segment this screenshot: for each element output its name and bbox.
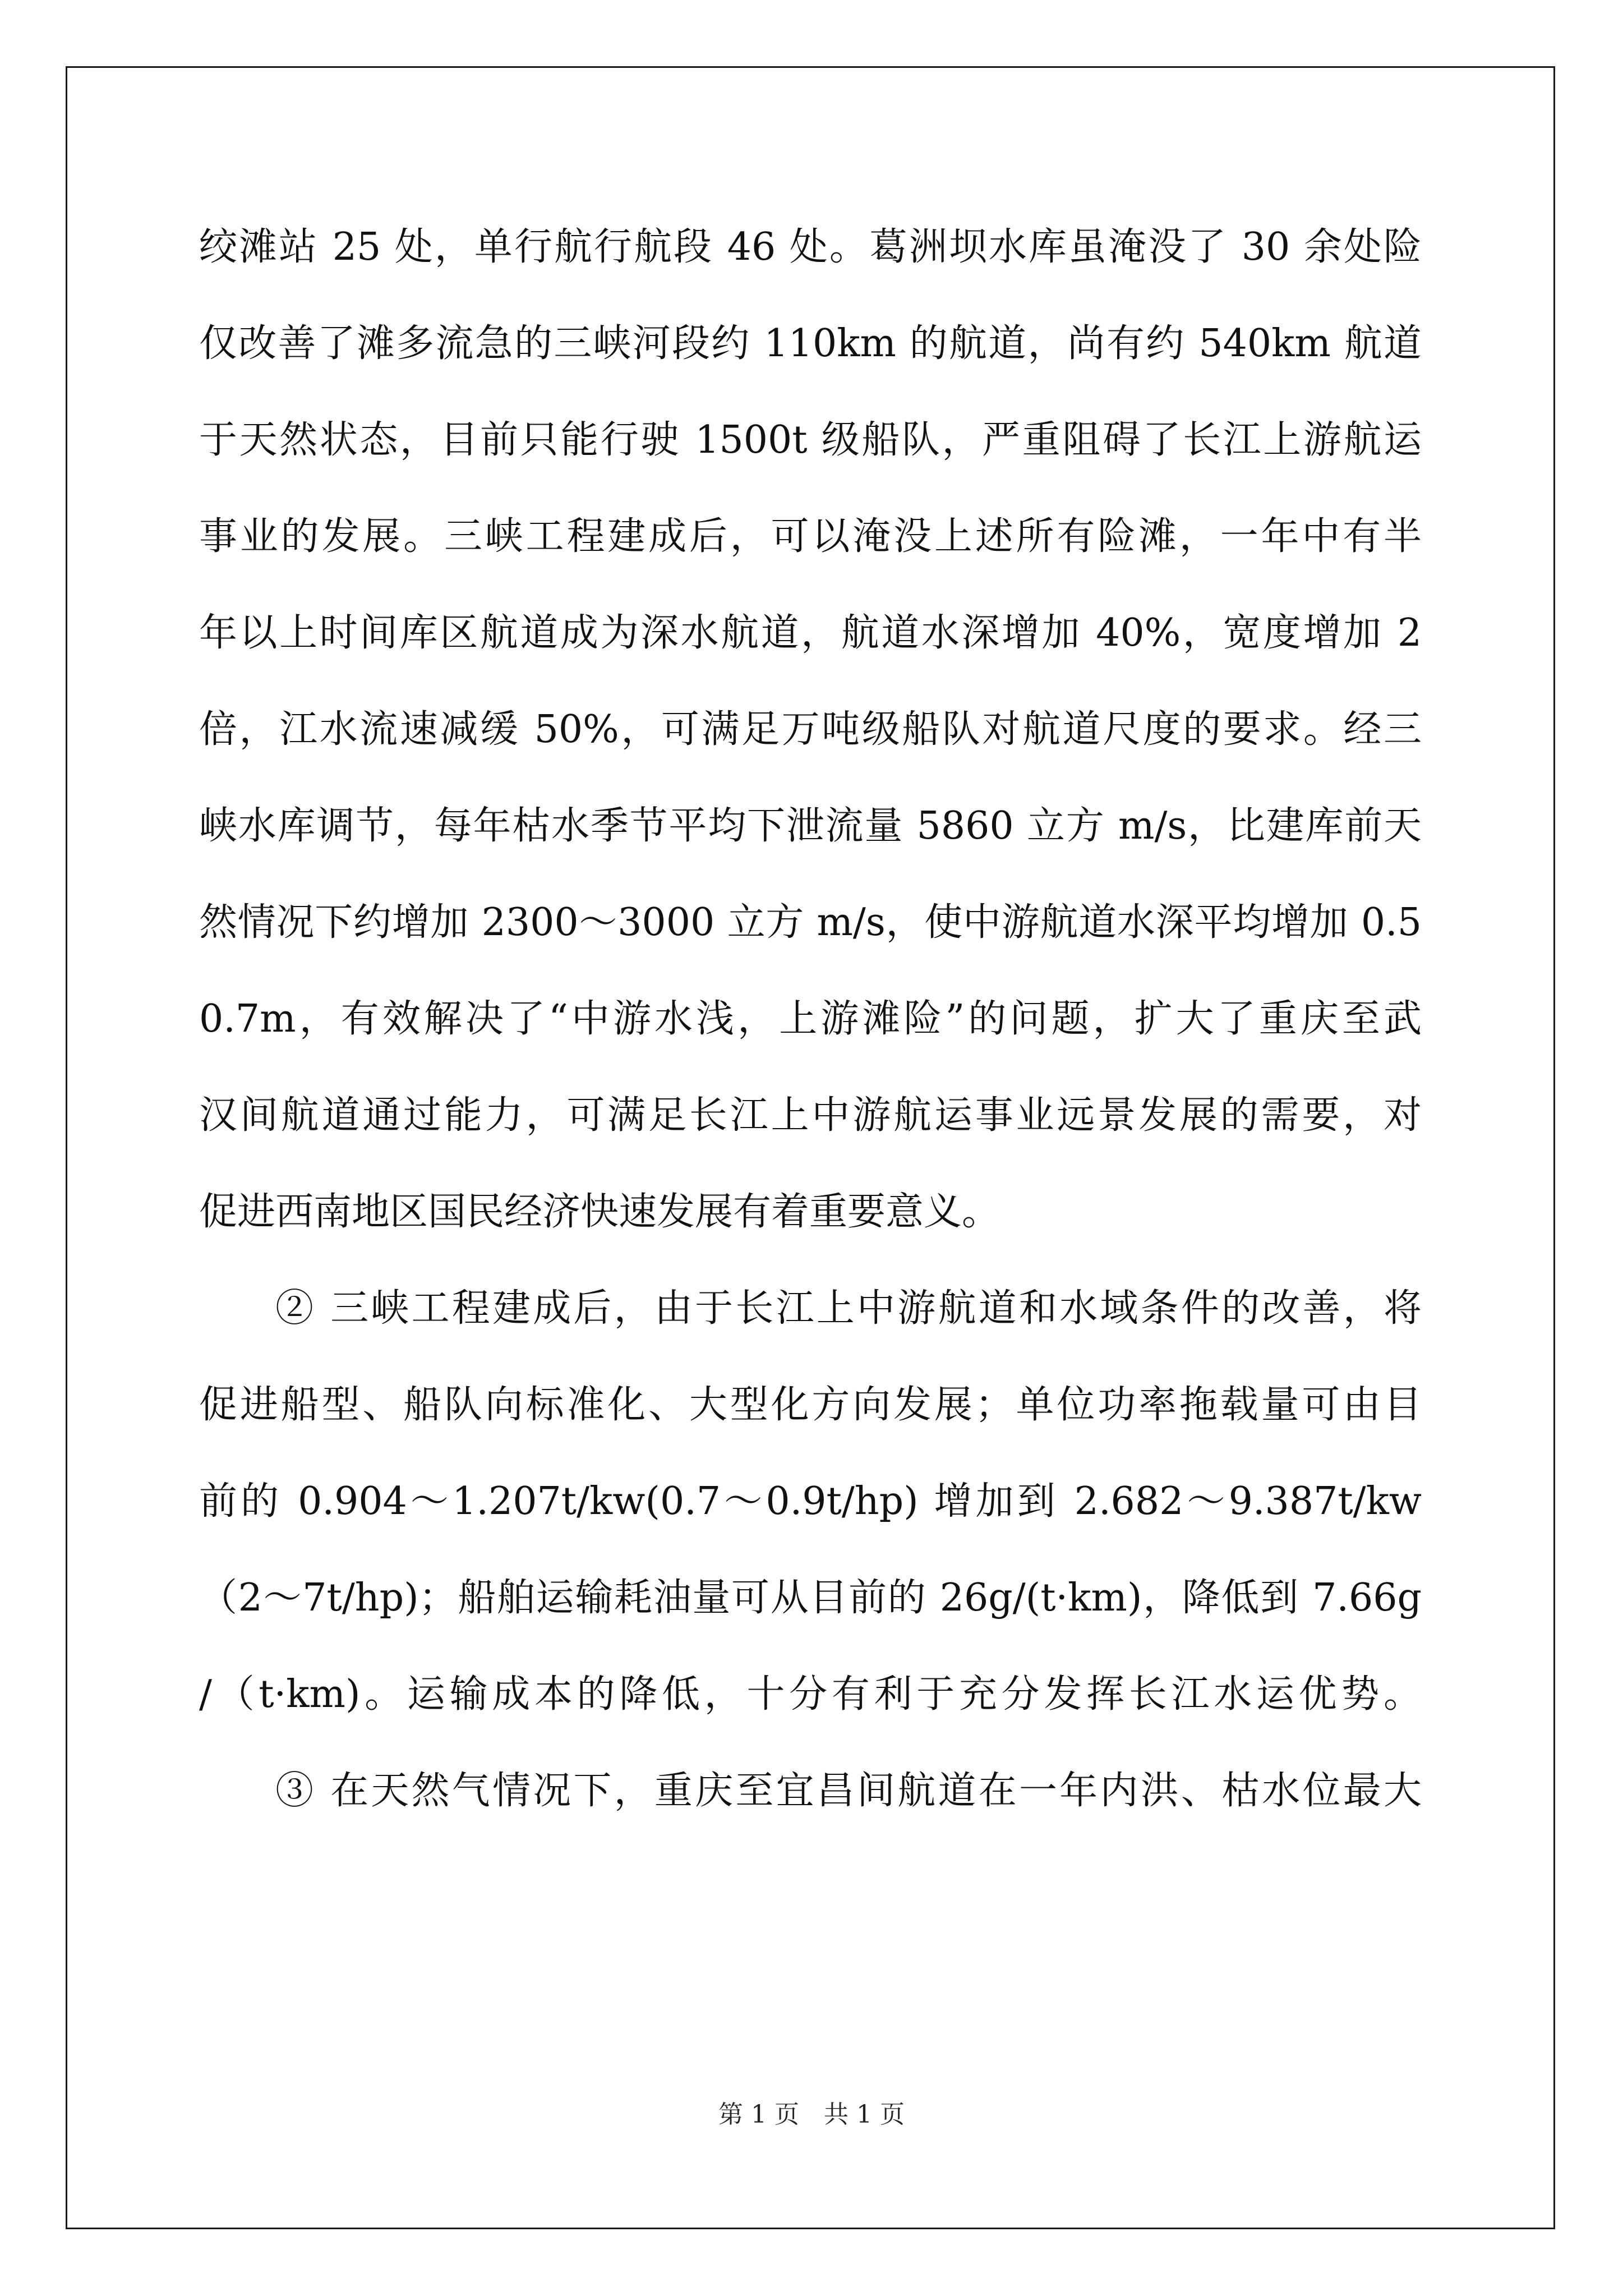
text-line: 绞滩站 25 处，单行航行航段 46 处。葛洲坝水库虽淹没了 30 余处险: [199, 225, 1422, 269]
text-line: 前的 0.904～1.207t/kw(0.7～0.9t/hp) 增加到 2.682～9.387t/kw: [199, 1479, 1422, 1524]
page-number: 第 1 页: [718, 2100, 799, 2129]
text-line: 促进西南地区国民经济快速发展有着重要意义。: [199, 1190, 1000, 1234]
page-total: 共 1 页: [824, 2100, 905, 2129]
text-line: 0.7m，有效解决了“中游水浅，上游滩险”的问题，扩大了重庆至武: [199, 997, 1422, 1041]
text-line: 倍，江水流速减缓 50%，可满足万吨级船队对航道尺度的要求。经三: [199, 707, 1422, 752]
document-body: [199, 199, 1422, 1839]
text-line: （2～7t/hp)；船舶运输耗油量可从目前的 26g/(t·km)，降低到 7.66g: [199, 1576, 1422, 1620]
text-line: /（t·km)。运输成本的降低，十分有利于充分发挥长江水运优势。: [199, 1672, 1422, 1717]
page-footer: [0, 2098, 1623, 2132]
text-line: 仅改善了滩多流急的三峡河段约 110km 的航道，尚有约 540km 航道: [199, 321, 1422, 366]
text-line: 促进船型、船队向标准化、大型化方向发展；单位功率拖载量可由目: [199, 1383, 1422, 1427]
paragraph-3-first-line: ③ 在天然气情况下，重庆至宜昌间航道在一年内洪、枯水位最大: [275, 1769, 1422, 1813]
text-line: 事业的发展。三峡工程建成后，可以淹没上述所有险滩，一年中有半: [199, 514, 1422, 559]
paragraph-2-first-line: ② 三峡工程建成后，由于长江上中游航道和水域条件的改善，将: [275, 1286, 1422, 1331]
text-line: 然情况下约增加 2300～3000 立方 m/s，使中游航道水深平均增加 0.5: [199, 900, 1422, 945]
text-line: 峡水库调节，每年枯水季节平均下泄流量 5860 立方 m/s，比建库前天: [199, 804, 1422, 848]
text-line: 于天然状态，目前只能行驶 1500t 级船队，严重阻碍了长江上游航运: [199, 418, 1422, 462]
text-line: 年以上时间库区航道成为深水航道，航道水深增加 40%，宽度增加 2: [199, 611, 1422, 655]
text-line: 汉间航道通过能力，可满足长江上中游航运事业远景发展的需要，对: [199, 1093, 1422, 1138]
